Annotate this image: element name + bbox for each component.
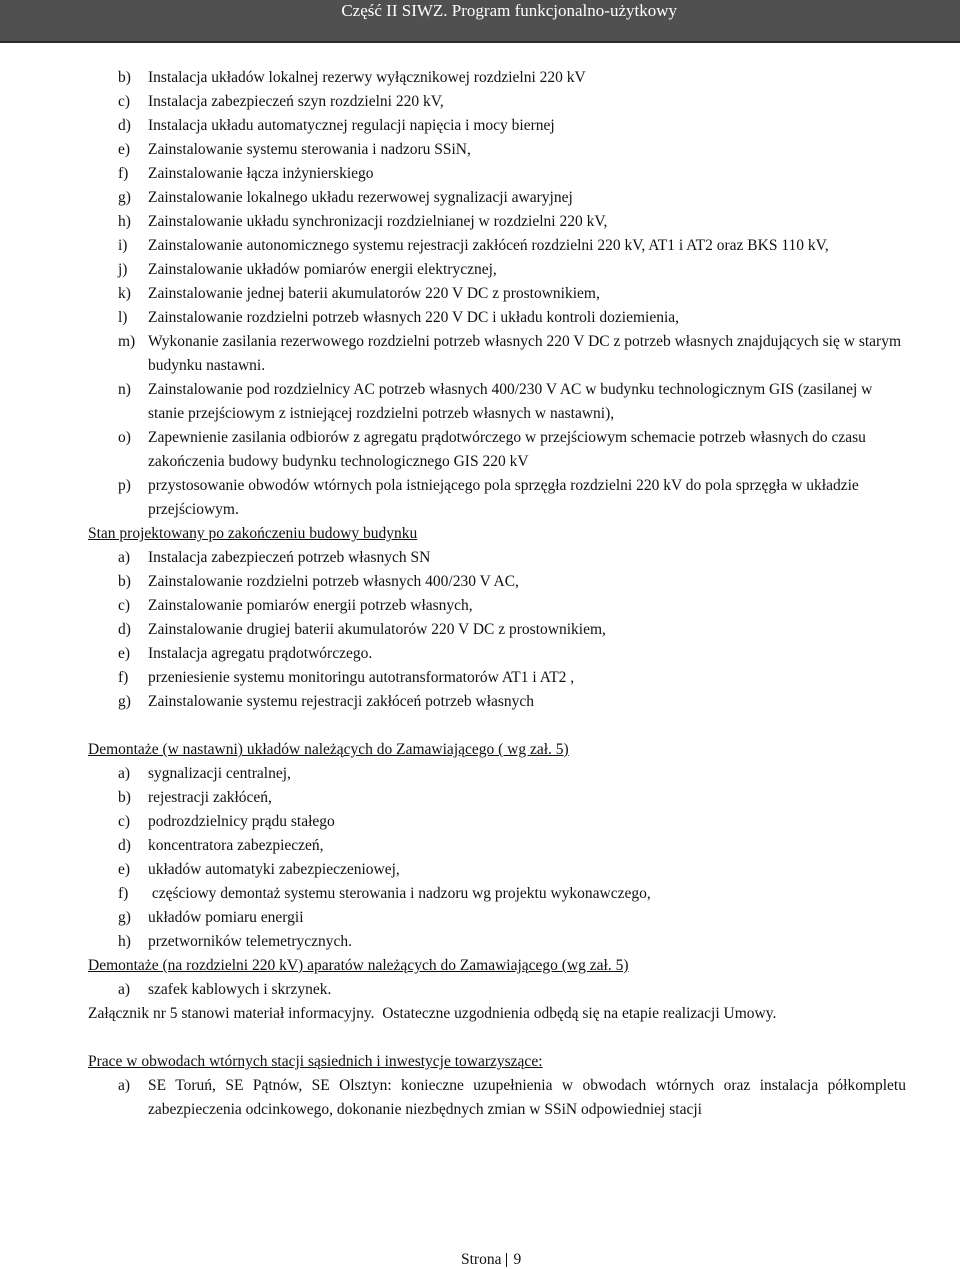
list-item: j) Zainstalowanie układów pomiarów energii elektrycznej, <box>118 261 497 278</box>
list-item: h) przetworników telemetrycznych. <box>118 933 352 950</box>
list-item: o) Zapewnienie zasilania odbiorów z agregatu prądotwórczego w przejściowym schemacie potrzeb własnych do czasu zakończenia budowy budynku technologicznego GIS 220 kV <box>118 429 866 470</box>
list-item: l) Zainstalowanie rozdzielni potrzeb własnych 220 V DC i układu kontroli doziemienia, <box>118 309 680 326</box>
footer-label: Strona <box>461 1251 502 1268</box>
list-item: e) Instalacja agregatu prądotwórczego. <box>118 645 373 662</box>
list-item: f) częściowy demontaż systemu sterowania i nadzoru wg projektu wykonawczego, <box>118 885 651 902</box>
list-item: c) Zainstalowanie pomiarów energii potrzeb własnych, <box>118 597 473 614</box>
list-item: a) Instalacja zabezpieczeń potrzeb własnych SN <box>118 549 431 566</box>
list-item: b) rejestracji zakłóceń, <box>118 789 272 806</box>
list-item: a) SE Toruń, SE Pątnów, SE Olsztyn: konieczne uzupełnienia w obwodach wtórnych oraz instalacja półkompletu zabezpieczenia odcinkowego, dokonanie niezbędnych zmian w SSiN odpowiedniej stacji <box>118 1077 906 1118</box>
attachment-note: Załącznik nr 5 stanowi materiał informacyjny. Ostateczne uzgodnienia odbędą się na etapie realizacji Umowy. <box>88 1005 777 1022</box>
list-item: f) przeniesienie systemu monitoringu autotransformatorów AT1 i AT2 , <box>118 669 575 686</box>
spacer <box>88 714 906 738</box>
list-item: a) sygnalizacji centralnej, <box>118 765 291 782</box>
list-item: d) Instalacja układu automatycznej regulacji napięcia i mocy biernej <box>118 117 555 134</box>
list-item: a) szafek kablowych i skrzynek. <box>118 981 332 998</box>
list-item: d) Zainstalowanie drugiej baterii akumulatorów 220 V DC z prostownikiem, <box>118 621 606 638</box>
list-item: g) układów pomiaru energii <box>118 909 304 926</box>
page-header <box>0 0 960 41</box>
spacer <box>88 1026 906 1050</box>
section-heading-stan-projektowany: Stan projektowany po zakończeniu budowy budynku <box>88 525 418 542</box>
header-divider <box>0 41 960 43</box>
list-continuation <box>88 66 906 522</box>
page-number: 9 <box>513 1251 522 1268</box>
list-item: k) Zainstalowanie jednej baterii akumulatorów 220 V DC z prostownikiem, <box>118 285 600 302</box>
list-item: g) Zainstalowanie systemu rejestracji zakłóceń potrzeb własnych <box>118 693 535 710</box>
list-item: b) Instalacja układów lokalnej rezerwy wyłącznikowej rozdzielni 220 kV <box>118 69 586 86</box>
list-demontaze-rozdzielnia <box>88 978 906 1002</box>
list-item: i) Zainstalowanie autonomicznego systemu rejestracji zakłóceń rozdzielni 220 kV, AT1 i AT2 oraz BKS 110 kV, <box>118 237 829 254</box>
list-item: e) Zainstalowanie systemu sterowania i nadzoru SSiN, <box>118 141 471 158</box>
list-stan-projektowany <box>88 546 906 714</box>
list-demontaze-nastawnia <box>88 762 906 954</box>
list-prace-obwody <box>88 1074 906 1122</box>
document-body <box>88 66 906 1122</box>
list-item: h) Zainstalowanie układu synchronizacji rozdzielnianej w rozdzielni 220 kV, <box>118 213 608 230</box>
list-item: c) podrozdzielnicy prądu stałego <box>118 813 335 830</box>
list-item: e) układów automatyki zabezpieczeniowej, <box>118 861 400 878</box>
list-item: n) Zainstalowanie pod rozdzielnicy AC potrzeb własnych 400/230 V AC w budynku technologicznym GIS (zasilanej w stanie przejściowym z istniejącej rozdzielni potrzeb własnych w nastawni), <box>118 381 873 422</box>
section-heading-demontaze-rozdzielnia: Demontaże (na rozdzielni 220 kV) aparatów należących do Zamawiającego (wg zał. 5) <box>88 957 629 974</box>
section-heading-demontaze-nastawnia: Demontaże (w nastawni) układów należących do Zamawiającego ( wg zał. 5) <box>88 741 569 758</box>
list-item: g) Zainstalowanie lokalnego układu rezerwowej sygnalizacji awaryjnej <box>118 189 573 206</box>
header-title: Część II SIWZ. Program funkcjonalno-użytkowy <box>341 1 677 20</box>
list-item: b) Zainstalowanie rozdzielni potrzeb własnych 400/230 V AC, <box>118 573 519 590</box>
list-item: p) przystosowanie obwodów wtórnych pola istniejącego pola sprzęgła rozdzielni 220 kV do pola sprzęgła w układzie przejściowym. <box>118 477 859 518</box>
list-item: f) Zainstalowanie łącza inżynierskiego <box>118 165 374 182</box>
list-item: c) Instalacja zabezpieczeń szyn rozdzielni 220 kV, <box>118 93 444 110</box>
page-footer <box>461 1251 521 1269</box>
section-heading-prace-obwody: Prace w obwodach wtórnych stacji sąsiednich i inwestycje towarzyszące: <box>88 1053 543 1070</box>
list-item: m) Wykonanie zasilania rezerwowego rozdzielni potrzeb własnych 220 V DC z potrzeb własnych znajdujących się w starym budynku nastawni. <box>118 333 901 374</box>
footer-separator <box>506 1253 507 1267</box>
list-item: d) koncentratora zabezpieczeń, <box>118 837 324 854</box>
